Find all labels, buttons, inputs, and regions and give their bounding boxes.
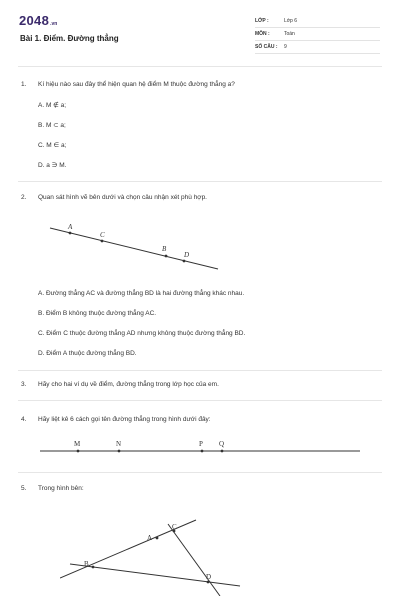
label-b: B (162, 245, 167, 253)
site-logo[interactable] (19, 12, 57, 30)
line-cd (168, 524, 220, 596)
meta-row-count (255, 42, 380, 54)
meta-value: 9 (284, 44, 287, 50)
label-p: P (199, 440, 203, 448)
label-a: A (147, 534, 153, 542)
answer-option-b[interactable]: B. Điểm B không thuộc đường thẳng AC. (38, 310, 157, 317)
question-number: 2. (21, 194, 27, 201)
question-text: Hãy cho hai ví dụ về điểm, đường thẳng trong lớp học của em. (38, 381, 219, 388)
answer-option-d[interactable]: D. Điểm A thuộc đường thẳng BD. (38, 350, 137, 357)
meta-label: SỐ CÂU : (255, 44, 278, 50)
line-bd (70, 564, 240, 586)
question-number: 1. (21, 81, 27, 88)
label-n: N (116, 440, 122, 448)
question-number: 4. (21, 416, 27, 423)
label-a: A (68, 223, 73, 231)
answer-option-a[interactable]: A. Đường thẳng AC và đường thẳng BD là hai đường thẳng khác nhau. (38, 290, 245, 297)
answer-option-a[interactable]: A. M ∉ a; (38, 102, 67, 109)
question-number: 5. (21, 485, 27, 492)
divider (18, 370, 382, 371)
divider (18, 66, 382, 67)
answer-option-d[interactable]: D. a ∋ M. (38, 162, 67, 169)
question-text: Hãy liệt kê 6 cách gọi tên đường thẳng trong hình dưới đây: (38, 416, 211, 423)
figure-line-mnpq (38, 436, 364, 460)
meta-value: Lớp 6 (284, 18, 298, 24)
divider (18, 400, 382, 401)
page-title: Bài 1. Điểm. Đường thẳng (20, 34, 119, 43)
meta-label: MÔN : (255, 31, 270, 37)
figure-line-acbd (40, 218, 240, 278)
question-text: Kí hiệu nào sau đây thể hiện quan hệ điểm M thuộc đường thẳng a? (38, 81, 235, 88)
divider (18, 181, 382, 182)
line-acbd (50, 228, 218, 269)
label-c: C (172, 523, 177, 531)
point-d (183, 260, 186, 263)
label-m: M (74, 440, 81, 448)
point-n (118, 450, 121, 453)
point-d (207, 581, 210, 584)
question-number: 3. (21, 381, 27, 388)
point-p (201, 450, 204, 453)
point-c (101, 240, 104, 243)
point-b (92, 566, 95, 569)
meta-row-class (255, 16, 380, 28)
divider (18, 472, 382, 473)
point-a (69, 232, 72, 235)
worksheet-header (0, 0, 400, 64)
logo-suffix: .vn (50, 21, 58, 27)
label-q: Q (219, 440, 225, 448)
point-b (165, 255, 168, 258)
answer-option-c[interactable]: C. Điểm C thuộc đường thẳng AD nhưng không thuộc đường thẳng BD. (38, 330, 246, 337)
meta-value: Toán (284, 31, 295, 37)
question-text: Trong hình bên: (38, 485, 84, 492)
logo-text: 2048 (19, 13, 50, 28)
answer-option-c[interactable]: C. M ∈ a; (38, 142, 67, 149)
point-a (156, 537, 159, 540)
label-b: B (84, 560, 89, 568)
label-d: D (206, 573, 212, 581)
label-d: D (184, 251, 190, 259)
figure-intersecting-lines (60, 516, 250, 596)
label-c: C (100, 231, 105, 239)
point-q (221, 450, 224, 453)
answer-option-b[interactable]: B. M ⊂ a; (38, 122, 66, 129)
meta-label: LỚP : (255, 18, 269, 24)
meta-row-subject (255, 29, 380, 41)
question-text: Quan sát hình vẽ bên dưới và chọn câu nhận xét phù hợp. (38, 194, 207, 201)
point-m (77, 450, 80, 453)
